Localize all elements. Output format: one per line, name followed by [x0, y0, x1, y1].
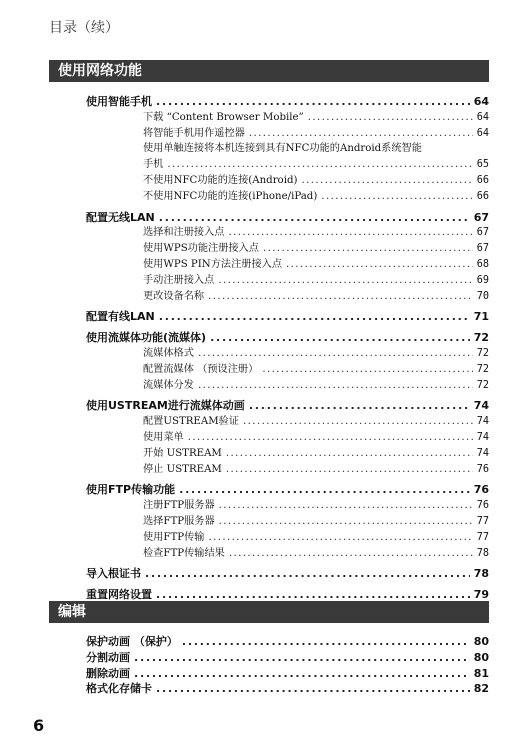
- toc-entry-label: 使用USTREAM进行流媒体动画: [86, 399, 245, 413]
- toc-entry-page: 79: [473, 588, 489, 602]
- section-title-edit: 编辑: [49, 601, 489, 623]
- toc-entry-page: 82: [473, 682, 489, 696]
- toc-entry-page: 72: [476, 363, 489, 375]
- toc-subentry[interactable]: [143, 462, 489, 478]
- toc-entry-label: 使用流媒体功能(流媒体): [86, 331, 207, 345]
- toc-dot-leader: [198, 378, 473, 394]
- toc-entry-label: 将智能手机用作遥控器: [143, 127, 245, 139]
- toc-subentry[interactable]: [143, 225, 489, 241]
- toc-dot-leader: [208, 530, 472, 546]
- toc-entry[interactable]: [86, 482, 489, 498]
- page-number: 6: [33, 716, 45, 735]
- toc-dot-leader: [159, 210, 470, 226]
- toc-entry-label: 保护动画 （保护）: [86, 635, 178, 648]
- toc-dot-leader: [179, 482, 470, 498]
- toc-dot-leader: [167, 157, 472, 173]
- toc-dot-leader: [226, 462, 473, 478]
- toc-entry-page: 74: [476, 431, 489, 443]
- toc-subentry[interactable]: [143, 514, 489, 530]
- toc-entry-page: 80: [473, 635, 489, 648]
- toc-entry-page: 70: [476, 290, 489, 302]
- toc-entry-label: 格式化存储卡: [86, 682, 152, 696]
- toc-entry-label: 停止 USTREAM: [143, 463, 222, 475]
- toc-subentry[interactable]: [143, 189, 489, 205]
- toc-entry-page: 74: [476, 447, 489, 459]
- toc-entry-label: 使用单触连接将本机连接到具有NFC功能的Android系统智能: [143, 143, 422, 155]
- toc-entry-label: 手动注册接入点: [143, 274, 215, 286]
- toc-entry[interactable]: [86, 94, 489, 110]
- toc-entry[interactable]: [86, 634, 489, 650]
- toc-entry-label: 重置网络设置: [86, 588, 152, 602]
- toc-dot-leader: [262, 362, 472, 378]
- toc-subentry[interactable]: [143, 273, 489, 289]
- toc-dot-leader: [229, 225, 473, 241]
- toc-entry-label: 流媒体分发: [143, 379, 194, 391]
- toc-subentry[interactable]: [143, 157, 489, 173]
- toc-entry-page: 81: [473, 666, 489, 680]
- toc-subentry[interactable]: [143, 141, 489, 157]
- toc-entry-label: 使用WPS功能注册接入点: [143, 243, 259, 255]
- toc-entry[interactable]: [86, 210, 489, 226]
- toc-entry[interactable]: [86, 566, 489, 582]
- toc-entry[interactable]: [86, 309, 489, 325]
- toc-edit: [0, 634, 530, 697]
- toc-entry-page: 72: [473, 331, 489, 345]
- toc-entry-label: 使用智能手机: [86, 95, 152, 108]
- toc-entry[interactable]: [86, 666, 489, 682]
- toc-dot-leader: [286, 257, 473, 273]
- toc-entry-label: 不使用NFC功能的连接(Android): [143, 174, 298, 186]
- toc-entry-label: 下载 “Content Browser Mobile”: [143, 111, 304, 123]
- toc-dot-leader: [208, 289, 473, 305]
- toc-dot-leader: [249, 398, 470, 414]
- toc-entry-label: 配置有线LAN: [86, 310, 155, 324]
- toc-dot-leader: [219, 514, 473, 530]
- toc-subentry[interactable]: [143, 498, 489, 514]
- toc-subentry[interactable]: [143, 446, 489, 462]
- toc-subentry[interactable]: [143, 257, 489, 273]
- toc-entry-label: 使用FTP传输功能: [86, 483, 176, 497]
- toc-entry-page: 72: [476, 347, 489, 359]
- toc-dot-leader: [219, 498, 473, 514]
- toc-entry-page: 72: [476, 379, 489, 391]
- toc-entry-page: 66: [476, 190, 489, 202]
- toc-entry[interactable]: [86, 398, 489, 414]
- toc-entry-label: 检查FTP传输结果: [143, 547, 225, 559]
- page-header: 目录（续）: [49, 20, 119, 36]
- toc-dot-leader: [134, 666, 470, 682]
- toc-entry-page: 76: [473, 483, 489, 497]
- toc-entry-page: 77: [476, 531, 489, 543]
- toc-entry-page: 66: [476, 174, 489, 186]
- toc-entry-label: 配置USTREAM验证: [143, 416, 240, 428]
- toc-entry-label: 使用WPS PIN方法注册接入点: [143, 258, 283, 270]
- toc-dot-leader: [243, 414, 473, 430]
- toc-entry-label: 选择FTP服务器: [143, 515, 215, 527]
- toc-subentry[interactable]: [143, 378, 489, 394]
- toc-entry-label: 导入根证书: [86, 567, 141, 581]
- toc-entry-page: 77: [476, 515, 489, 527]
- toc-entry-page: 78: [476, 547, 489, 559]
- toc-entry-label: 配置流媒体 （预设注册）: [143, 363, 259, 375]
- toc-entry-label: 使用菜单: [143, 431, 184, 443]
- toc-subentry[interactable]: [143, 546, 489, 562]
- toc-dot-leader: [249, 126, 473, 142]
- toc-dot-leader: [188, 430, 473, 446]
- toc-entry-page: 76: [476, 463, 489, 475]
- toc-dot-leader: [156, 681, 470, 697]
- toc-dot-leader: [198, 346, 473, 362]
- toc-subentry[interactable]: [143, 289, 489, 305]
- section-title-network: 使用网络功能: [49, 60, 489, 82]
- toc-entry-label: 使用FTP传输: [143, 531, 205, 543]
- toc-entry-label: 更改设备名称: [143, 290, 205, 302]
- toc-dot-leader: [263, 241, 473, 257]
- toc-subentry[interactable]: [143, 346, 489, 362]
- toc-entry-label: 不使用NFC功能的连接(iPhone/iPad): [143, 190, 318, 202]
- toc-entry-page: 74: [473, 399, 489, 413]
- toc-entry-page: 76: [476, 500, 489, 512]
- toc-entry-page: 74: [476, 416, 489, 428]
- toc-dot-leader: [210, 330, 470, 346]
- toc-dot-leader: [134, 650, 470, 666]
- toc-subentry[interactable]: [143, 430, 489, 446]
- toc-entry-page: 80: [473, 650, 489, 664]
- toc-entry-page: 65: [476, 159, 489, 171]
- toc-dot-leader: [145, 566, 470, 582]
- toc-subentry[interactable]: [143, 530, 489, 546]
- toc-dot-leader: [308, 110, 473, 126]
- toc-entry-page: 67: [476, 243, 489, 255]
- toc-entry-page: 64: [476, 127, 489, 139]
- toc-entry-label: 删除动画: [86, 666, 130, 680]
- toc-dot-leader: [182, 634, 470, 650]
- toc-dot-leader: [156, 94, 470, 110]
- toc-network: [0, 94, 530, 603]
- toc-entry-page: 64: [476, 111, 489, 123]
- toc-subentry[interactable]: [143, 110, 489, 126]
- toc-dot-leader: [218, 273, 472, 289]
- toc-entry-page: 69: [476, 274, 489, 286]
- toc-dot-leader: [229, 546, 473, 562]
- toc-entry-page: 64: [473, 95, 489, 108]
- toc-dot-leader: [321, 189, 472, 205]
- toc-entry-page: 78: [473, 567, 489, 581]
- toc-entry-page: 68: [476, 258, 489, 270]
- toc-subentry[interactable]: [143, 362, 489, 378]
- toc-entry-page: 67: [476, 227, 489, 239]
- toc-entry-label: 分割动画: [86, 650, 130, 664]
- toc-entry-label: 配置无线LAN: [86, 210, 155, 224]
- toc-dot-leader: [226, 446, 473, 462]
- toc-subentry[interactable]: [143, 241, 489, 257]
- toc-subentry[interactable]: [143, 173, 489, 189]
- toc-entry-label: 手机: [143, 159, 164, 171]
- toc-subentry[interactable]: [143, 126, 489, 142]
- toc-entry-label: 选择和注册接入点: [143, 227, 225, 239]
- toc-entry-page: 67: [473, 210, 489, 224]
- toc-entry-page: 71: [473, 310, 489, 324]
- toc-entry-label: 注册FTP服务器: [143, 500, 215, 512]
- toc-subentry[interactable]: [143, 414, 489, 430]
- toc-entry-label: 开始 USTREAM: [143, 447, 222, 459]
- toc-entry-label: 流媒体格式: [143, 347, 194, 359]
- toc-dot-leader: [301, 173, 472, 189]
- toc-entry[interactable]: [86, 330, 489, 346]
- toc-entry[interactable]: [86, 681, 489, 697]
- toc-entry[interactable]: [86, 650, 489, 666]
- toc-dot-leader: [159, 309, 470, 325]
